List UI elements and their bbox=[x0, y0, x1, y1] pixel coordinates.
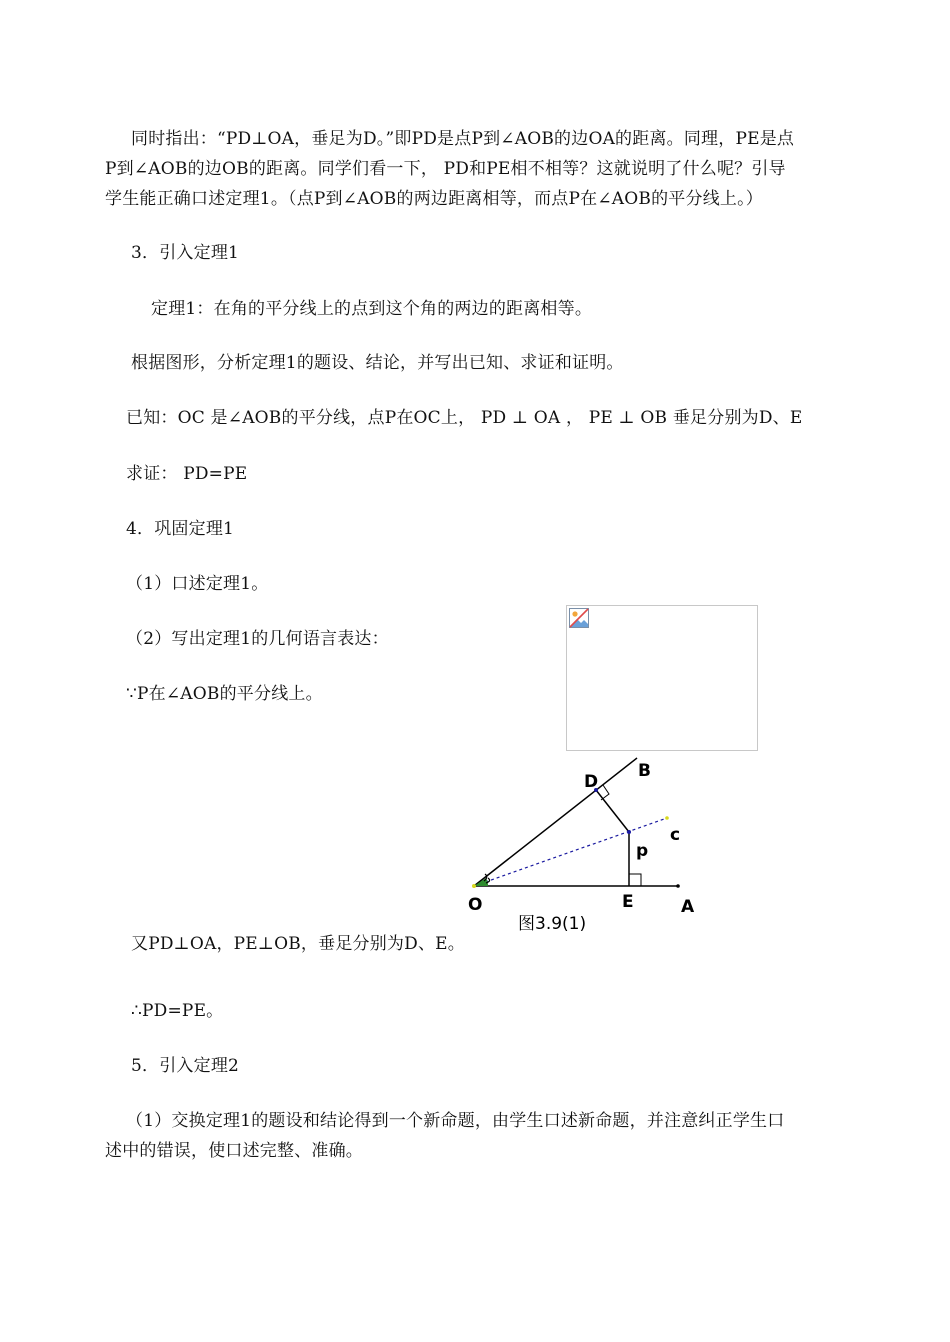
label-o: O bbox=[468, 895, 483, 915]
list-item: （2）写出定理1的几何语言表达： bbox=[126, 629, 389, 649]
list-item: （1）口述定理1。 bbox=[126, 574, 269, 594]
prove-statement: 求证： PD=PE bbox=[126, 464, 248, 484]
point-p bbox=[627, 830, 631, 834]
paragraph-line: 述中的错误，使口述完整、准确。 bbox=[105, 1141, 363, 1161]
section-heading-3: 3．引入定理1 bbox=[131, 243, 240, 263]
segment-pd bbox=[596, 790, 629, 832]
analysis-instruction: 根据图形，分析定理1的题设、结论，并写出已知、求证和证明。 bbox=[131, 353, 624, 373]
figure-caption: 图3.9(1) bbox=[518, 914, 587, 934]
geometry-figure bbox=[460, 752, 710, 937]
point-c bbox=[665, 816, 669, 820]
right-angle-mark-e bbox=[629, 874, 641, 886]
point-o bbox=[472, 884, 476, 888]
broken-image-icon bbox=[569, 608, 589, 628]
therefore-statement: ∴PD=PE。 bbox=[131, 1001, 224, 1021]
because-statement: ∵P在∠AOB的平分线上。 bbox=[126, 684, 323, 704]
ray-ob bbox=[474, 758, 637, 886]
paragraph-line: 学生能正确口述定理1。（点P到∠AOB的两边距离相等，而点P在∠AOB的平分线上。） bbox=[105, 189, 763, 209]
given-statement: 已知：OC 是∠AOB的平分线，点P在OC上， PD ⊥ OA ， PE ⊥ OB 垂足分别为D、E bbox=[126, 408, 803, 428]
section-heading-5: 5．引入定理2 bbox=[131, 1056, 240, 1076]
label-d: D bbox=[584, 772, 599, 792]
also-statement: 又PD⊥OA，PE⊥OB，垂足分别为D、E。 bbox=[131, 934, 465, 954]
section-heading-4: 4．巩固定理1 bbox=[126, 519, 235, 539]
label-a: A bbox=[681, 897, 695, 917]
paragraph-line: （1）交换定理1的题设和结论得到一个新命题，由学生口述新命题，并注意纠正学生口 bbox=[126, 1111, 785, 1131]
image-placeholder bbox=[566, 605, 758, 751]
label-p: p bbox=[636, 841, 649, 861]
label-c: c bbox=[670, 825, 681, 845]
point-a bbox=[676, 884, 680, 888]
label-b: B bbox=[638, 761, 651, 781]
theorem-1-statement: 定理1：在角的平分线上的点到这个角的两边的距离相等。 bbox=[151, 299, 593, 319]
paragraph-line: 同时指出：“PD⊥OA，垂足为D。”即PD是点P到∠AOB的边OA的距离。同理，PE是点 bbox=[131, 129, 795, 149]
label-e: E bbox=[622, 892, 634, 912]
paragraph-line: P到∠AOB的边OB的距离。同学们看一下， PD和PE相不相等？这就说明了什么呢？引导 bbox=[105, 159, 786, 179]
